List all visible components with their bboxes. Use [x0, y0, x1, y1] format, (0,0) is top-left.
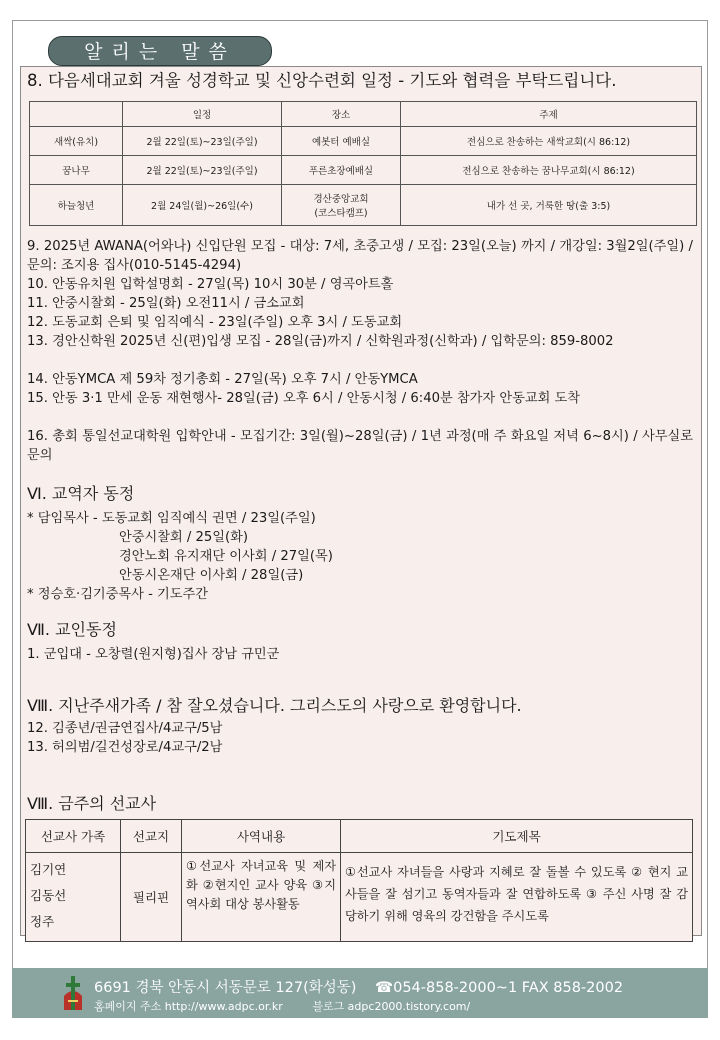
country-cell: 필리핀: [121, 853, 182, 942]
place-cell: 예봇터 예배실: [282, 127, 401, 156]
table-header-cell: 선교사 가족: [26, 820, 121, 853]
section-6-title: Ⅵ. 교역자 동정: [27, 484, 135, 503]
new-family-line: 13. 허의범/길건성장로/4교구/2남: [27, 740, 223, 755]
footer-contact-line: [94, 976, 623, 997]
date-cell: 2월 24일(월)~26일(수): [123, 185, 282, 226]
table-header-cell: 일정: [123, 102, 282, 127]
group-cell: 하늘청년: [30, 185, 123, 226]
work-cell: ①선교사 자녀교육 및 제자화 ②현지인 교사 양육 ③지역사회 대상 봉사활동: [182, 853, 341, 942]
church-cross-logo-icon: [60, 974, 86, 1012]
pastor-schedule-line: * 정승호·김기중목사 - 기도주간: [27, 587, 208, 602]
family-member: 정주: [30, 914, 55, 929]
item-16: 16. 총회 통일선교대학원 입학안내 - 모집기간: 3일(월)~28일(금) / 1년 과정(매 주 화요일 저녁 6~8시) / 사무실로 문의: [27, 429, 693, 463]
theme-cell: 전심으로 찬송하는 꿈나무교회(시 86:12): [401, 156, 697, 185]
table-header-cell: 사역내용: [182, 820, 341, 853]
pastor-schedule-line: 경안노회 유지재단 이사회 / 27일(목): [119, 549, 333, 564]
place-line: (코스타캠프): [314, 208, 368, 219]
family-member: 김동선: [30, 888, 67, 903]
item-15: 15. 안동 3·1 만세 운동 재현행사- 28일(금) 오후 6시 / 안동시청 / 6:40분 참가자 안동교회 도착: [27, 391, 580, 406]
item-10: 10. 안동유치원 입학설명회 - 27일(목) 10시 30분 / 영곡아트홀: [27, 277, 394, 292]
table-row: [30, 185, 697, 226]
table-row: [30, 156, 697, 185]
announcement-content: [20, 66, 702, 936]
missionary-title: Ⅷ. 금주의 선교사: [27, 794, 157, 813]
date-cell: 2월 22일(토)~23일(주일): [123, 127, 282, 156]
footer-homepage[interactable]: 홈페이지 주소 http://www.adpc.or.kr: [94, 1000, 283, 1013]
announcements-title: 알리는 말씀: [48, 36, 272, 66]
table-header-row: [30, 102, 697, 127]
place-cell: 푸른초장예배실: [282, 156, 401, 185]
item-9: 9. 2025년 AWANA(어와나) 신입단원 모집 - 대상: 7세, 초중고생 / 모집: 23일(오늘) 까지 / 개강일: 3월2일(주일) / 문의: 조지용 집사(010-5145-4294): [27, 239, 693, 273]
family-member: 김기연: [30, 862, 67, 877]
table-row: [26, 853, 693, 942]
footer: [12, 968, 708, 1018]
footer-links-line: [94, 998, 470, 1014]
item-12: 12. 도동교회 은퇴 및 임직예식 - 23일(주일) 오후 3시 / 도동교회: [27, 315, 403, 330]
table-header-cell: 장소: [282, 102, 401, 127]
family-cell: [26, 853, 121, 942]
table-header-cell: 기도제목: [341, 820, 693, 853]
group-cell: 새싹(유치): [30, 127, 123, 156]
table-header-row: [26, 820, 693, 853]
member-news-line: 1. 군입대 - 오창렬(원지형)집사 장남 규민군: [27, 647, 280, 662]
item-11: 11. 안중시찰회 - 25일(화) 오전11시 / 금소교회: [27, 296, 305, 311]
table-header-cell: 선교지: [121, 820, 182, 853]
pastor-schedule-line: 안동시온재단 이사회 / 28일(금): [119, 568, 304, 583]
place-line: 경산중앙교회: [313, 194, 369, 205]
item-14: 14. 안동YMCA 제 59차 정기총회 - 27일(목) 오후 7시 / 안동YMCA: [27, 372, 418, 387]
place-cell: [282, 185, 401, 226]
date-cell: 2월 22일(토)~23일(주일): [123, 156, 282, 185]
section-7-title: Ⅶ. 교인동정: [27, 620, 117, 639]
theme-cell: 내가 선 곳, 거룩한 땅(출 3:5): [401, 185, 697, 226]
item-13: 13. 경안신학원 2025년 신(편)입생 모집 - 28일(금)까지 / 신학원과정(신학과) / 입학문의: 859-8002: [27, 334, 614, 349]
pastor-schedule-line: 안중시찰회 / 25일(화): [119, 530, 249, 545]
group-cell: 꿈나무: [30, 156, 123, 185]
footer-blog[interactable]: 블로그 adpc2000.tistory.com/: [312, 1000, 471, 1013]
prayer-cell: ①선교사 자녀들을 사랑과 지혜로 잘 돌볼 수 있도록 ② 현지 교사들을 잘 섬기고 동역자들과 잘 연합하도록 ③ 주신 사명 잘 감당하기 위해 영육의 강건함을 주시도록: [341, 853, 693, 942]
schedule-table: [29, 101, 697, 226]
theme-cell: 전심으로 찬송하는 새싹교회(시 86:12): [401, 127, 697, 156]
table-header-cell: 주제: [401, 102, 697, 127]
table-header-cell: [30, 102, 123, 127]
footer-phone: ☎054-858-2000~1 FAX 858-2002: [375, 980, 624, 996]
section-8-title: 8. 다음세대교회 겨울 성경학교 및 신앙수련회 일정 - 기도와 협력을 부탁드립니다.: [27, 71, 617, 90]
footer-address: 6691 경북 안동시 서동문로 127(화성동): [94, 980, 357, 996]
new-family-title: Ⅷ. 지난주새가족 / 참 잘오셨습니다. 그리스도의 사랑으로 환영합니다.: [27, 696, 522, 715]
missionary-table: [25, 819, 693, 942]
pastor-schedule-line: * 담임목사 - 도동교회 임직예식 권면 / 23일(주일): [27, 511, 316, 526]
table-row: [30, 127, 697, 156]
new-family-line: 12. 김종년/권금연집사/4교구/5남: [27, 721, 223, 736]
